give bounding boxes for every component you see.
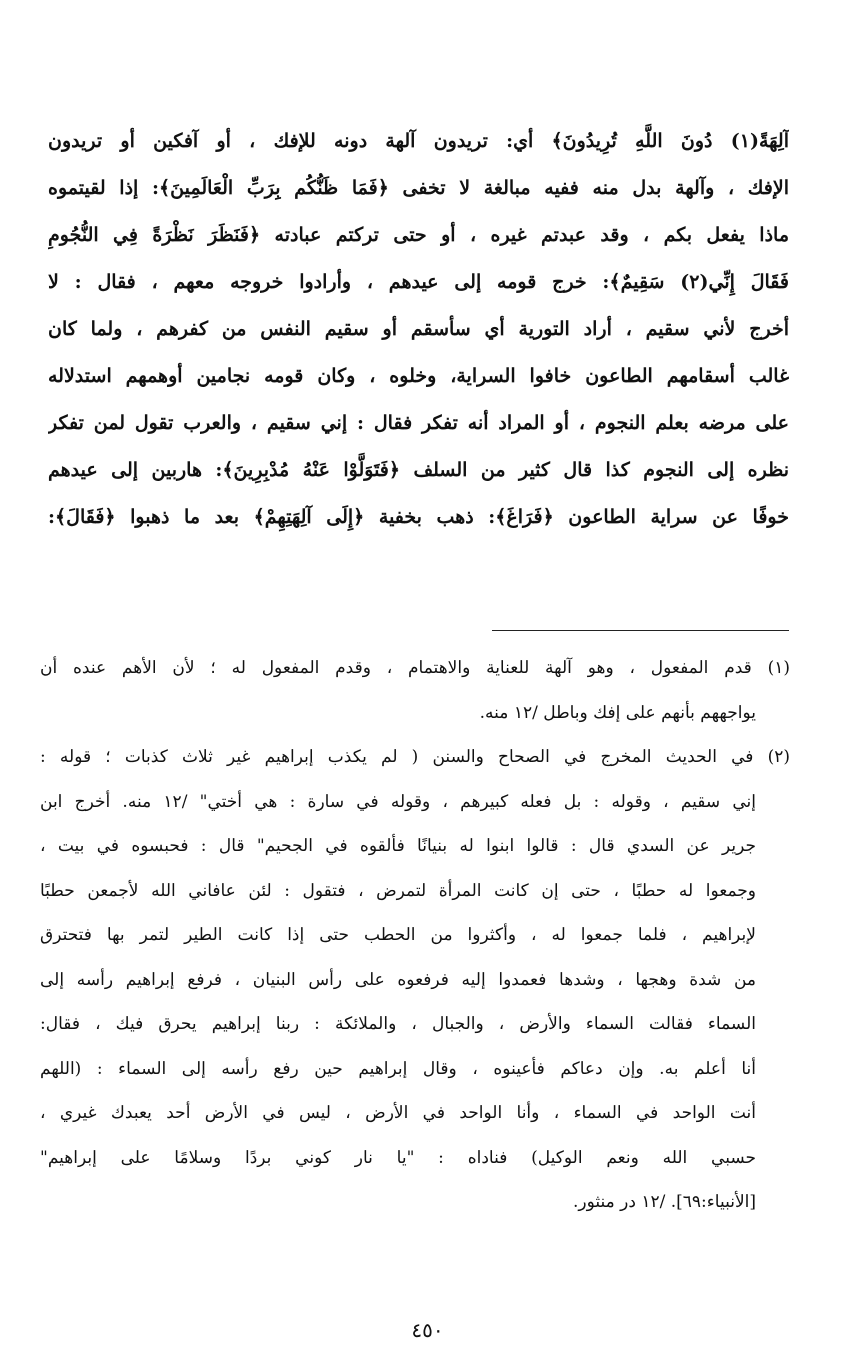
footnote-line: أنا أعلم به. وإن دعاكم فأعينوه ، وقال إبراهيم حين رفع رأسه إلى السماء : (اللهم: [40, 1058, 756, 1079]
main-text-line: الإفك ، وآلهة بدل منه ففيه مبالغة لا تخفى ﴿فَمَا ظَنُّكُم بِرَبِّ الْعَالَمِينَ﴾: إذا لقيتموه: [48, 177, 789, 199]
footnote-line: حسبي الله ونعم الوكيل) فناداه : "يا نار كوني بردًا وسلامًا على إبراهيم": [40, 1147, 756, 1168]
main-text-line: غالب أسقامهم الطاعون خافوا السراية، وخلوه ، وكان قومه نجامين أوهمهم استدلاله: [48, 365, 789, 387]
page-number: ٤٥٠: [411, 1318, 444, 1342]
footnote-line: وجمعوا له حطبًا ، حتى إن كانت المرأة لتمرض ، فتقول : لئن عافاني الله لأجمعن حطبًا: [40, 880, 756, 901]
footnote-line: يواجههم بأنهم على إفك وباطل /١٢ منه.: [479, 702, 756, 723]
footnote-line: السماء فقالت السماء والأرض ، والجبال ، والملائكة : ربنا إبراهيم يحرق فيك ، فقال:: [40, 1014, 756, 1034]
footnotes-section: [40, 646, 790, 1225]
footnote-divider: [492, 630, 789, 631]
main-text-line: خوفًا عن سراية الطاعون ﴿فَرَاغَ﴾: ذهب بخفية ﴿إِلَى آلِهَتِهِمْ﴾ بعد ما ذهبوا ﴿فَقَالَ﴾:: [48, 506, 789, 528]
footnote-line: أنت الواحد في السماء ، وأنا الواحد في الأرض ، ليس في الأرض أحد يعبدك غيري ،: [40, 1103, 756, 1123]
main-text-line: على مرضه بعلم النجوم ، أو المراد أنه تفكر فقال : إني سقيم ، والعرب تقول لمن تفكر: [48, 412, 789, 434]
footnote-line: (١) قدم المفعول ، وهو آلهة للعناية والاهتمام ، وقدم المفعول له ؛ لأن الأهم عنده أن: [40, 658, 790, 678]
footnote-line: من شدة وهجها ، وشدها فعمدوا إليه فرفعوه على رأس البنيان ، فرفع إبراهيم رأسه إلى: [40, 969, 756, 990]
footnote-line: لإبراهيم ، فلما جمعوا له ، وأكثروا من الحطب حتى إذا كانت الطير لتمر بها فتحترق: [40, 925, 756, 945]
footnote-line: جرير عن السدي قال : قالوا ابنوا له بنيانًا فألقوه في الجحيم" قال : فحبسوه في بيت ،: [40, 836, 756, 856]
main-text-body: [48, 118, 789, 541]
main-text-line: ماذا يفعل بكم ، وقد عبدتم غيره ، أو حتى تركتم عبادته ﴿فَنَظَرَ نَظْرَةً فِي النُّجُومِ: [48, 224, 789, 246]
main-text-line: آلِهَةً(١) دُونَ اللَّهِ تُرِيدُونَ﴾ أي: تريدون آلهة دونه للإفك ، أو آفكين أو تريدون: [48, 130, 789, 152]
footnote-line: إني سقيم ، وقوله : بل فعله كبيرهم ، وقوله في سارة : هي أختي" /١٢ منه. أخرج ابن: [40, 791, 756, 812]
footnote-line: [الأنبياء:٦٩]. /١٢ در منثور.: [572, 1192, 756, 1212]
main-text-line: نظره إلى النجوم كذا قال كثير من السلف ﴿فَتَوَلَّوْا عَنْهُ مُدْبِرِينَ﴾: هاربين إلى عيدهم: [48, 459, 789, 481]
footnote-line: (٢) في الحديث المخرج في الصحاح والسنن ( لم يكذب إبراهيم غير ثلاث كذبات ؛ قوله :: [40, 747, 790, 767]
main-text-line: فَقَالَ إِنِّي(٢) سَقِيمٌ﴾: خرج قومه إلى عيدهم ، وأرادوا خروجه معهم ، فقال : لا: [48, 271, 789, 293]
main-text-line: أخرج لأني سقيم ، أراد التورية أي سأسقم أو سقيم النفس من كفرهم ، ولما كان: [48, 318, 789, 340]
